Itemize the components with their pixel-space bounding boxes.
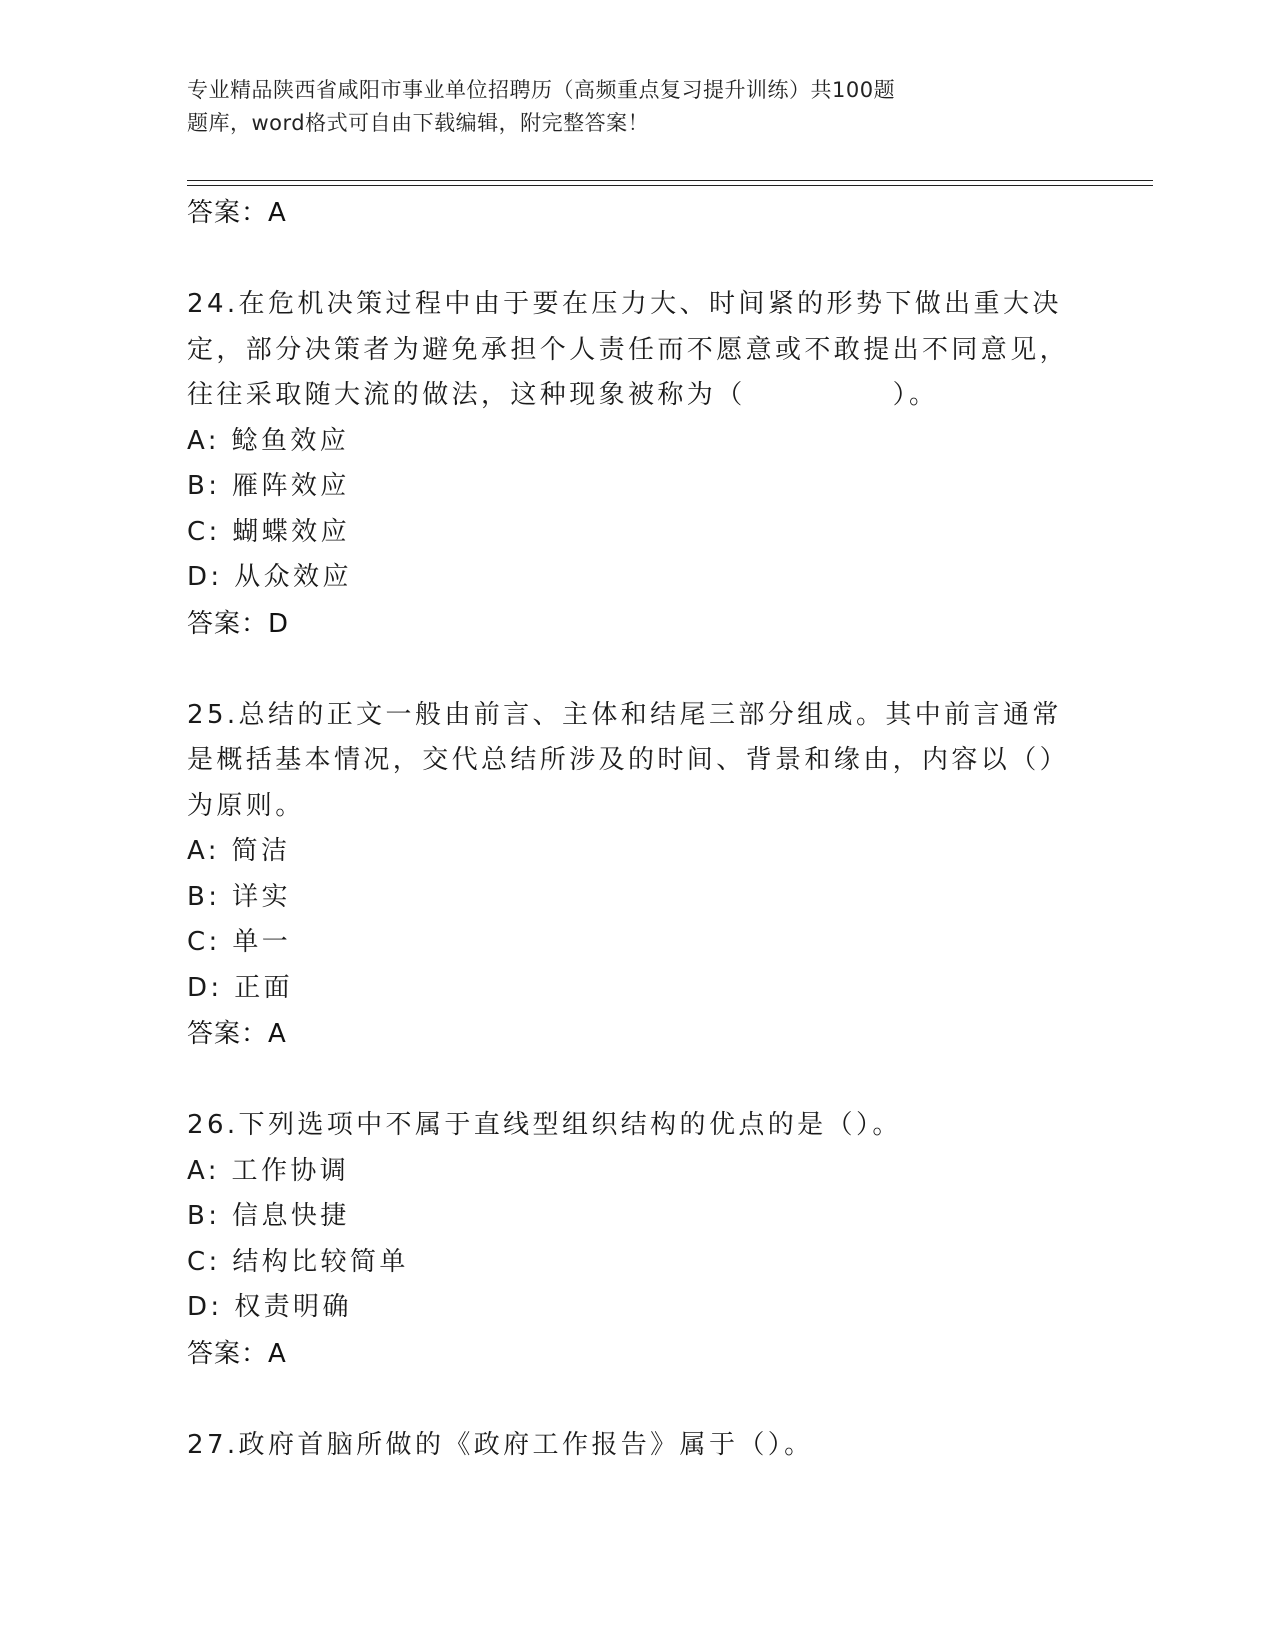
option-c: C: 结构比较简单 — [187, 1246, 409, 1277]
header-line-1: 专业精品陕西省咸阳市事业单位招聘历（高频重点复习提升训练）共100题 — [187, 78, 896, 102]
option-d: D: 正面 — [187, 972, 294, 1003]
question-text: 25.总结的正文一般由前言、主体和结尾三部分组成。其中前言通常是概括基本情况，交代总结所涉及的时间、背景和缘由，内容以（）为原则。 — [187, 699, 1070, 821]
option-a: A: 简洁 — [187, 836, 291, 866]
header-divider — [187, 180, 1153, 186]
document-header — [187, 74, 1047, 140]
header-line-2: 题库，word格式可自由下载编辑，附完整答案！ — [187, 111, 650, 135]
question-block-26 — [187, 1103, 1087, 1377]
option-d: D: 从众效应 — [187, 562, 352, 592]
answer-line: 答案：A — [187, 198, 287, 228]
option-c: C: 蝴蝶效应 — [187, 516, 350, 547]
spacer — [187, 236, 1087, 282]
answer-line: 答案：D — [187, 608, 290, 639]
option-b: B: 详实 — [187, 881, 291, 912]
spacer — [187, 1057, 1087, 1103]
question-list — [187, 190, 1087, 1468]
question-text: 26.下列选项中不属于直线型组织结构的优点的是（）。 — [187, 1110, 902, 1140]
option-b: B: 信息快捷 — [187, 1201, 350, 1231]
answer-line: 答案：A — [187, 1338, 287, 1369]
question-block-27 — [187, 1423, 1087, 1469]
option-c: C: 单一 — [187, 927, 292, 957]
question-block-25 — [187, 693, 1087, 1058]
option-a: A: 鲶鱼效应 — [187, 425, 350, 456]
option-d: D: 权责明确 — [187, 1292, 352, 1322]
option-b: B: 雁阵效应 — [187, 471, 350, 501]
question-block-24 — [187, 282, 1087, 647]
spacer — [187, 647, 1087, 693]
question-text: 24.在危机决策过程中由于要在压力大、时间紧的形势下做出重大决定，部分决策者为避免承担个人责任而不愿意或不敢提出不同意见，往往采取随大流的做法，这种现象被称为（ ）。 — [187, 289, 1070, 410]
spacer — [187, 1377, 1087, 1423]
question-text: 27.政府首脑所做的《政府工作报告》属于（）。 — [187, 1429, 814, 1460]
answer-line: 答案：A — [187, 1019, 287, 1049]
option-a: A: 工作协调 — [187, 1155, 350, 1186]
